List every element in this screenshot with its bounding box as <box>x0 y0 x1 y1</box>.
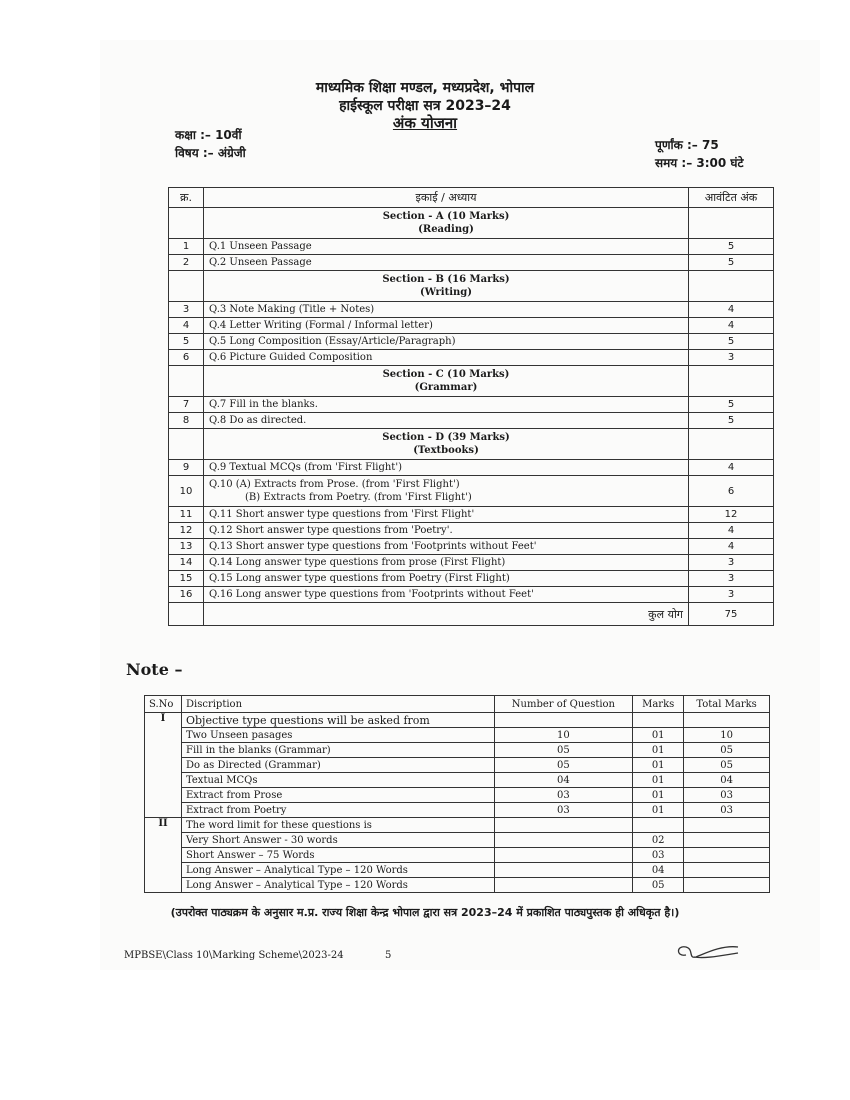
row-marks: 6 <box>689 476 774 507</box>
table-header-row <box>145 696 770 713</box>
section-row <box>169 271 774 302</box>
row-marks: 5 <box>689 255 774 271</box>
footnote: (उपरोक्त पाठ्यक्रम के अनुसार म.प्र. राज्य शिक्षा केन्द्र भोपाल द्वारा सत्र 2023–24 में प्रकाशित पाठ्यपुस्तक ही अधिकृत है।) <box>170 906 680 919</box>
board-name: माध्यमिक शिक्षा मण्डल, मध्यप्रदेश, भोपाल <box>315 80 535 96</box>
table-row <box>145 848 770 863</box>
row-desc: Extract from Poetry <box>182 803 495 818</box>
row-marks: 3 <box>689 587 774 603</box>
row-desc: Extract from Prose <box>182 788 495 803</box>
row-sno: 15 <box>169 571 204 587</box>
row-sno: 3 <box>169 302 204 318</box>
note-table <box>144 695 770 893</box>
row-desc: Long Answer – Analytical Type – 120 Words <box>182 878 495 893</box>
row-num: 03 <box>494 788 633 803</box>
table-row <box>169 318 774 334</box>
row-sno: 8 <box>169 413 204 429</box>
marking-scheme-table <box>168 187 774 626</box>
row-total: 03 <box>684 788 770 803</box>
row-text: Q.1 Unseen Passage <box>204 239 689 255</box>
section-subtitle: (Textbooks) <box>413 445 479 456</box>
row-marks: 3 <box>689 555 774 571</box>
row-marks: 01 <box>633 773 684 788</box>
col-total-marks-header: Total Marks <box>684 696 770 713</box>
max-marks-label: पूर्णांक :– 75 <box>655 138 719 152</box>
row-desc: Long Answer – Analytical Type – 120 Words <box>182 863 495 878</box>
row-marks: 02 <box>633 833 684 848</box>
group-title: Objective type questions will be asked from <box>182 713 495 728</box>
row-text: Q.9 Textual MCQs (from 'First Flight') <box>204 460 689 476</box>
row-text-line2: (B) Extracts from Poetry. (from 'First Flight') <box>245 492 472 503</box>
row-sno: 11 <box>169 507 204 523</box>
exam-session: हाईस्कूल परीक्षा सत्र 2023–24 <box>339 98 511 114</box>
col-sno-header: क्र. <box>169 188 204 208</box>
table-row <box>145 833 770 848</box>
section-row <box>169 208 774 239</box>
table-row <box>169 539 774 555</box>
table-row <box>169 239 774 255</box>
section-row <box>169 429 774 460</box>
table-row <box>145 758 770 773</box>
row-total: 10 <box>684 728 770 743</box>
row-desc: Textual MCQs <box>182 773 495 788</box>
section-row <box>169 366 774 397</box>
subject-label: विषय :– अंग्रेजी <box>175 146 246 160</box>
section-subtitle: (Writing) <box>420 287 472 298</box>
row-text: Q.16 Long answer type questions from 'Footprints without Feet' <box>204 587 689 603</box>
table-row <box>169 476 774 507</box>
row-sno: 6 <box>169 350 204 366</box>
row-text: Q.3 Note Making (Title + Notes) <box>204 302 689 318</box>
col-description-header: Discription <box>182 696 495 713</box>
row-sno: 14 <box>169 555 204 571</box>
table-row <box>145 878 770 893</box>
row-marks: 04 <box>633 863 684 878</box>
class-label: कक्षा :– 10वीं <box>175 128 242 142</box>
table-row <box>145 728 770 743</box>
col-marks-header: आवंटित अंक <box>689 188 774 208</box>
table-row <box>169 523 774 539</box>
time-label: समय :– 3:00 घंटे <box>655 156 744 170</box>
row-marks: 5 <box>689 334 774 350</box>
group-sno: I <box>145 713 182 818</box>
row-marks: 5 <box>689 413 774 429</box>
total-value: 75 <box>689 603 774 626</box>
row-sno: 10 <box>169 476 204 507</box>
table-row <box>169 571 774 587</box>
class-subject-block <box>175 126 246 162</box>
row-text: Q.7 Fill in the blanks. <box>204 397 689 413</box>
row-sno: 12 <box>169 523 204 539</box>
total-row <box>169 603 774 626</box>
row-total: 04 <box>684 773 770 788</box>
row-marks: 12 <box>689 507 774 523</box>
group-sno: II <box>145 818 182 893</box>
marks-time-block <box>655 136 744 172</box>
row-num: 03 <box>494 803 633 818</box>
table-row <box>169 397 774 413</box>
row-text: Q.4 Letter Writing (Formal / Informal letter) <box>204 318 689 334</box>
row-marks: 5 <box>689 397 774 413</box>
row-sno: 16 <box>169 587 204 603</box>
col-unit-header: इकाई / अध्याय <box>204 188 689 208</box>
row-text: Q.10 (A) Extracts from Prose. (from 'First Flight') <box>209 479 460 490</box>
table-row <box>145 773 770 788</box>
section-subtitle: (Grammar) <box>414 382 478 393</box>
table-header-row <box>169 188 774 208</box>
row-text: Q.14 Long answer type questions from prose (First Flight) <box>204 555 689 571</box>
row-text: Q.11 Short answer type questions from 'First Flight' <box>204 507 689 523</box>
row-desc: Do as Directed (Grammar) <box>182 758 495 773</box>
row-marks: 03 <box>633 848 684 863</box>
table-row <box>169 413 774 429</box>
section-title: Section - C (10 Marks) <box>382 369 510 380</box>
table-row <box>169 350 774 366</box>
table-row <box>169 302 774 318</box>
col-sno-header: S.No <box>145 696 182 713</box>
section-title: Section - D (39 Marks) <box>382 432 510 443</box>
row-total: 05 <box>684 743 770 758</box>
row-total: 03 <box>684 803 770 818</box>
col-marks-header: Marks <box>633 696 684 713</box>
row-marks: 4 <box>689 523 774 539</box>
row-marks: 01 <box>633 788 684 803</box>
col-num-questions-header: Number of Question <box>494 696 633 713</box>
row-marks: 01 <box>633 803 684 818</box>
row-marks: 01 <box>633 743 684 758</box>
row-text: Q.6 Picture Guided Composition <box>204 350 689 366</box>
row-desc: Very Short Answer - 30 words <box>182 833 495 848</box>
row-num: 05 <box>494 743 633 758</box>
row-sno: 4 <box>169 318 204 334</box>
row-sno: 9 <box>169 460 204 476</box>
row-text: Q.15 Long answer type questions from Poetry (First Flight) <box>204 571 689 587</box>
row-desc: Two Unseen pasages <box>182 728 495 743</box>
row-marks: 4 <box>689 539 774 555</box>
table-row <box>169 507 774 523</box>
row-desc: Short Answer – 75 Words <box>182 848 495 863</box>
row-text: Q.2 Unseen Passage <box>204 255 689 271</box>
table-row <box>169 255 774 271</box>
row-marks: 01 <box>633 758 684 773</box>
page-number: 5 <box>385 950 392 961</box>
row-text: Q.12 Short answer type questions from 'Poetry'. <box>204 523 689 539</box>
signature-mark <box>672 935 742 963</box>
row-marks: 01 <box>633 728 684 743</box>
row-sno: 1 <box>169 239 204 255</box>
section-title: Section - A (10 Marks) <box>382 211 510 222</box>
row-total: 05 <box>684 758 770 773</box>
row-marks: 3 <box>689 571 774 587</box>
row-sno: 13 <box>169 539 204 555</box>
table-row <box>169 334 774 350</box>
row-text: Q.13 Short answer type questions from 'Footprints without Feet' <box>204 539 689 555</box>
note-heading: Note – <box>126 660 183 679</box>
row-marks: 4 <box>689 302 774 318</box>
footer-path: MPBSE\Class 10\Marking Scheme\2023-24 <box>124 950 344 961</box>
row-text: Q.5 Long Composition (Essay/Article/Paragraph) <box>204 334 689 350</box>
row-num: 10 <box>494 728 633 743</box>
page-title: अंक योजना <box>392 114 458 132</box>
row-marks: 4 <box>689 460 774 476</box>
table-row <box>169 555 774 571</box>
group-title-row <box>145 713 770 728</box>
section-title: Section - B (16 Marks) <box>382 274 510 285</box>
table-row <box>145 803 770 818</box>
group-title-row <box>145 818 770 833</box>
table-row <box>145 788 770 803</box>
row-sno: 5 <box>169 334 204 350</box>
row-num: 04 <box>494 773 633 788</box>
table-row <box>169 460 774 476</box>
table-row <box>169 587 774 603</box>
row-desc: Fill in the blanks (Grammar) <box>182 743 495 758</box>
row-sno: 7 <box>169 397 204 413</box>
row-text: Q.8 Do as directed. <box>204 413 689 429</box>
table-row <box>145 743 770 758</box>
table-row <box>145 863 770 878</box>
row-marks: 3 <box>689 350 774 366</box>
group-title: The word limit for these questions is <box>182 818 495 833</box>
row-sno: 2 <box>169 255 204 271</box>
total-label: कुल योग <box>204 603 689 626</box>
section-subtitle: (Reading) <box>418 224 474 235</box>
row-marks: 05 <box>633 878 684 893</box>
row-marks: 5 <box>689 239 774 255</box>
row-num: 05 <box>494 758 633 773</box>
row-marks: 4 <box>689 318 774 334</box>
